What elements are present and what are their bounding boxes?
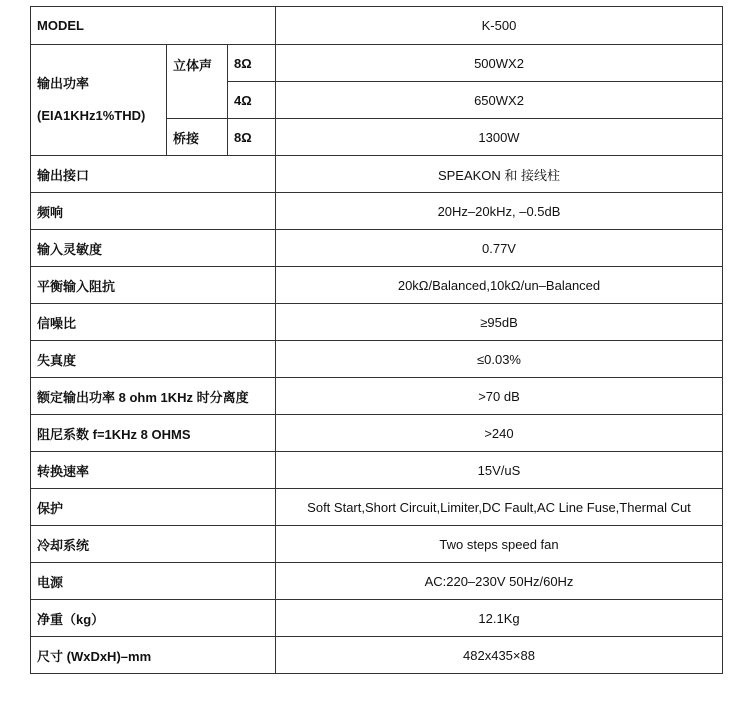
output-power-label-line1: 输出功率: [37, 76, 90, 91]
spec-value: Two steps speed fan: [276, 526, 723, 563]
spec-value: ≥95dB: [276, 304, 723, 341]
table-row: [31, 378, 723, 415]
spec-value: 0.77V: [276, 230, 723, 267]
table-row-output-power-stereo-8: [31, 45, 723, 82]
table-row: [31, 452, 723, 489]
stereo-label: 立体声: [167, 45, 228, 119]
bridge-label: 桥接: [167, 119, 228, 156]
spec-label: 阻尼系数 f=1KHz 8 OHMS: [31, 415, 276, 452]
power-value: 650WX2: [276, 82, 723, 119]
ohm-cell: 8Ω: [228, 119, 276, 156]
power-value: 1300W: [276, 119, 723, 156]
model-value: K-500: [276, 7, 723, 45]
spec-label: 频响: [31, 193, 276, 230]
table-row: [31, 526, 723, 563]
table-row: [31, 600, 723, 637]
spec-label: 输入灵敏度: [31, 230, 276, 267]
spec-value: 20Hz–20kHz, –0.5dB: [276, 193, 723, 230]
spec-label: 尺寸 (WxDxH)–mm: [31, 637, 276, 674]
table-row: [31, 341, 723, 378]
ohm-cell: 8Ω: [228, 45, 276, 82]
power-value: 500WX2: [276, 45, 723, 82]
table-row: [31, 415, 723, 452]
table-row: [31, 304, 723, 341]
spec-value: 482x435×88: [276, 637, 723, 674]
spec-value: 20kΩ/Balanced,10kΩ/un–Balanced: [276, 267, 723, 304]
spec-value: Soft Start,Short Circuit,Limiter,DC Fault,AC Line Fuse,Thermal Cut: [276, 489, 723, 526]
spec-label: 保护: [31, 489, 276, 526]
spec-table: [30, 6, 723, 674]
ohm-cell: 4Ω: [228, 82, 276, 119]
spec-value: >240: [276, 415, 723, 452]
spec-label: 额定输出功率 8 ohm 1KHz 时分离度: [31, 378, 276, 415]
spec-value: 12.1Kg: [276, 600, 723, 637]
spec-label: 净重（kg）: [31, 600, 276, 637]
output-power-label: [31, 45, 167, 156]
spec-label: 电源: [31, 563, 276, 600]
spec-table-container: [30, 6, 722, 674]
spec-label: 平衡输入阻抗: [31, 267, 276, 304]
spec-value: >70 dB: [276, 378, 723, 415]
spec-label: 信噪比: [31, 304, 276, 341]
table-row: [31, 230, 723, 267]
table-row: [31, 193, 723, 230]
spec-label: 输出接口: [31, 156, 276, 193]
spec-value: 15V/uS: [276, 452, 723, 489]
spec-value: ≤0.03%: [276, 341, 723, 378]
table-row: [31, 637, 723, 674]
table-row: [31, 563, 723, 600]
spec-value: AC:220–230V 50Hz/60Hz: [276, 563, 723, 600]
table-row-model: [31, 7, 723, 45]
output-power-label-line2: (EIA1KHz1%THD): [37, 108, 146, 123]
spec-label: 转换速率: [31, 452, 276, 489]
model-label: MODEL: [31, 7, 276, 45]
spec-value: SPEAKON 和 接线柱: [276, 156, 723, 193]
table-row: [31, 489, 723, 526]
table-row: [31, 267, 723, 304]
spec-label: 失真度: [31, 341, 276, 378]
table-row: [31, 156, 723, 193]
spec-label: 冷却系统: [31, 526, 276, 563]
